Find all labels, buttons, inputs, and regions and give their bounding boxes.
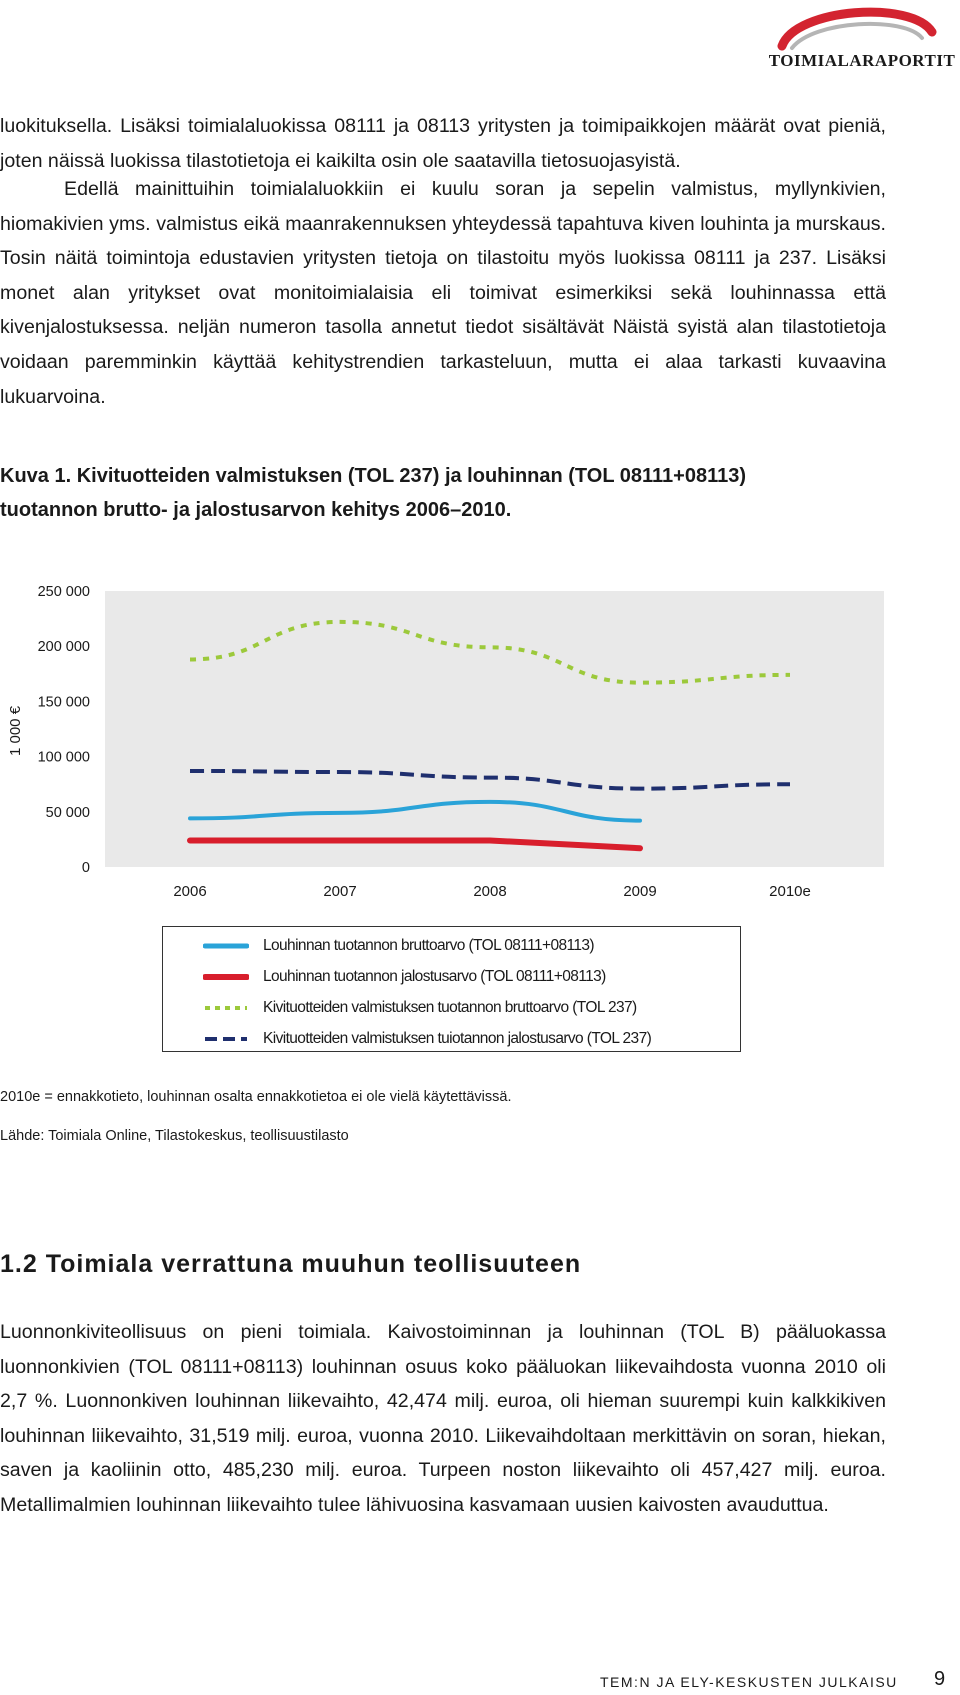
page-number: 9 <box>934 1668 946 1690</box>
source-note: Lähde: Toimiala Online, Tilastokeskus, teollisuustilasto <box>0 1128 349 1144</box>
publication-name: TEM:N JA ELY-KESKUSTEN JULKAISU <box>600 1674 898 1690</box>
legend-label: Kivituotteiden valmistuksen tuotannon bruttoarvo (TOL 237) <box>263 999 637 1016</box>
x-tick-label: 2008 <box>473 883 507 900</box>
legend-item-louhinta-jalostusarvo <box>163 963 738 993</box>
figure-caption-line-2: tuotannon brutto- ja jalostusarvon kehitys 2006–2010. <box>0 499 512 521</box>
x-tick-label: 2006 <box>173 883 207 900</box>
y-tick-label: 100 000 <box>37 749 90 766</box>
figure-caption-line-1: Kuva 1. Kivituotteiden valmistuksen (TOL 237) ja louhinnan (TOL 08111+08113) <box>0 465 747 487</box>
x-tick-label: 2010e <box>769 883 811 900</box>
legend-label: Kivituotteiden valmistuksen tuiotannon jalostusarvo (TOL 237) <box>263 1030 652 1047</box>
x-tick-label: 2009 <box>623 883 657 900</box>
section-heading: 1.2 Toimiala verrattuna muuhun teollisuuteen <box>0 1250 582 1278</box>
y-tick-label: 0 <box>81 860 90 876</box>
figure-caption <box>0 459 880 527</box>
y-tick-label: 200 000 <box>37 639 90 656</box>
chart-legend <box>162 926 741 1052</box>
legend-swatch <box>203 1003 249 1013</box>
section-body-paragraph: Luonnonkiviteollisuus on pieni toimiala. Kaivostoiminnan ja louhinnan (TOL B) pääluokassa luonnonkivien (TOL 08111+08113) louhinnan osuus koko pääluokan liikevaihdosta vuonna 2010 oli 2,7 %. Luonnonkiven louhinnan liikevaihto, 42,474 milj. euroa, oli hieman suurempi kuin kalkkikiven louhinnan liikevaihto, 31,519 milj. euroa, vuonna 2010. Liikevaihdoltaan merkittävin on soran, hiekan, saven ja kaoliinin otto, 485,230 milj. euroa. Turpeen noston liikevaihto oli 457,427 milj. euroa. Metallimalmien louhinnan liikevaihto tulee lähivuosina kasvamaan uusien kaivosten avauduttua. <box>0 1321 886 1516</box>
plot-area <box>105 591 884 867</box>
legend-item-louhinta-bruttoarvo <box>163 932 738 962</box>
y-axis-label: 1 000 € <box>7 705 24 757</box>
x-tick-label: 2007 <box>323 883 357 900</box>
logo-wordmark: TOIMIALARAPORTIT <box>768 51 956 70</box>
estimate-note: 2010e = ennakkotieto, louhinnan osalta ennakkotietoa ei ole vielä käytettävissä. <box>0 1089 512 1105</box>
y-tick-label: 150 000 <box>37 694 90 711</box>
classification-paragraph <box>0 172 886 414</box>
chart-canvas <box>0 570 960 910</box>
y-tick-label: 50 000 <box>45 804 90 821</box>
legend-swatch <box>203 941 249 951</box>
classification-paragraph-text: Edellä mainittuihin toimialaluokkiin ei kuulu soran ja sepelin valmistus, myllynkivien, hiomakivien yms. valmistus eikä maanrakennuksen yhteydessä tapahtuva kiven louhinta ja murskaus. Tosin näitä toimintoja edustavien yritysten tietoja on tilastoitu myös luokissa 08111 ja 237. Lisäksi monet alan yritykset ovat monitoimialaisia eli toimivat esimerkiksi sekä louhinnassa että kivenjalostuksessa. neljän numeron tasolla annetut tiedot sisältävät Näistä syistä alan tilastotietoja voidaan paremminkin käyttää kehitystrendien tarkasteluun, mutta ei alaa tarkasti kuvaavina lukuarvoina. <box>0 178 886 408</box>
y-tick-label: 250 000 <box>37 584 90 600</box>
intro-paragraph: luokituksella. Lisäksi toimialaluokissa 08111 ja 08113 yritysten ja toimipaikkojen määrät ovat pieniä, joten näissä luokissa tilastotietoja ei kaikilta osin ole saatavilla tietosuojasyistä. <box>0 115 886 172</box>
legend-swatch <box>203 972 249 982</box>
legend-item-kivituotteet-bruttoarvo <box>163 994 738 1024</box>
legend-item-kivituotteet-jalostusarvo <box>163 1025 738 1055</box>
legend-label: Louhinnan tuotannon jalostusarvo (TOL 08111+08113) <box>263 968 606 985</box>
legend-swatch <box>203 1034 249 1044</box>
production-value-chart <box>0 570 960 915</box>
toimialaraportit-logo <box>762 2 958 80</box>
legend-label: Louhinnan tuotannon bruttoarvo (TOL 08111+08113) <box>263 937 594 954</box>
